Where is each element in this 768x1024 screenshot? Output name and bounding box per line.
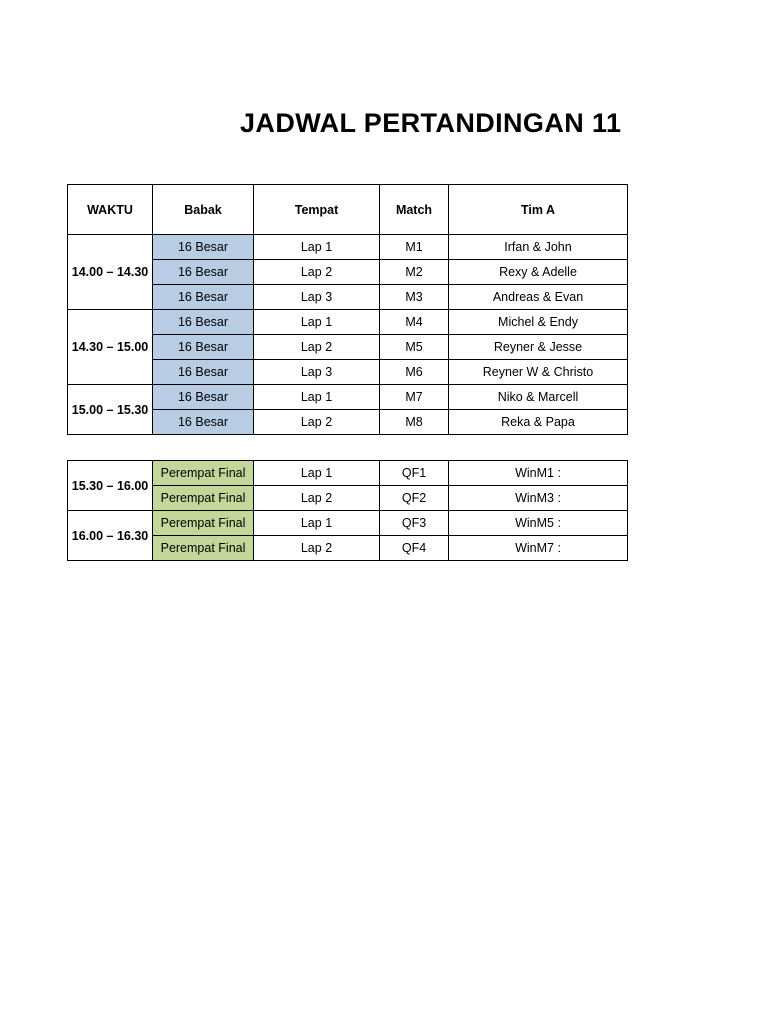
header-tim-a: Tim A	[449, 185, 628, 235]
tempat-cell: Lap 2	[254, 260, 380, 285]
match-cell: QF2	[380, 486, 449, 511]
tempat-cell: Lap 1	[254, 461, 380, 486]
tempat-cell: Lap 1	[254, 310, 380, 335]
team-cell: WinM3 :	[449, 486, 628, 511]
match-cell: M8	[380, 410, 449, 435]
match-cell: QF1	[380, 461, 449, 486]
table-row	[68, 385, 628, 410]
tempat-cell: Lap 1	[254, 385, 380, 410]
babak-cell: Perempat Final	[153, 486, 254, 511]
babak-cell: 16 Besar	[153, 310, 254, 335]
team-cell: Reka & Papa	[449, 410, 628, 435]
babak-cell: 16 Besar	[153, 410, 254, 435]
match-cell: M7	[380, 385, 449, 410]
tempat-cell: Lap 2	[254, 410, 380, 435]
team-cell: Andreas & Evan	[449, 285, 628, 310]
babak-cell: Perempat Final	[153, 461, 254, 486]
tempat-cell: Lap 2	[254, 536, 380, 561]
babak-cell: Perempat Final	[153, 536, 254, 561]
header-babak: Babak	[153, 185, 254, 235]
tempat-cell: Lap 2	[254, 486, 380, 511]
babak-cell: 16 Besar	[153, 385, 254, 410]
page-title: JADWAL PERTANDINGAN 11	[240, 108, 622, 138]
match-cell: QF3	[380, 511, 449, 536]
team-cell: WinM1 :	[449, 461, 628, 486]
babak-cell: Perempat Final	[153, 511, 254, 536]
tempat-cell: Lap 1	[254, 235, 380, 260]
team-cell: Reyner & Jesse	[449, 335, 628, 360]
table-row	[68, 310, 628, 335]
match-cell: M2	[380, 260, 449, 285]
time-slot: 15.00 – 15.30	[68, 385, 153, 435]
team-cell: WinM7 :	[449, 536, 628, 561]
babak-cell: 16 Besar	[153, 285, 254, 310]
match-cell: M6	[380, 360, 449, 385]
header-match: Match	[380, 185, 449, 235]
schedule-table-16-besar	[67, 184, 628, 435]
match-cell: M1	[380, 235, 449, 260]
team-cell: Reyner W & Christo	[449, 360, 628, 385]
babak-cell: 16 Besar	[153, 360, 254, 385]
team-cell: WinM5 :	[449, 511, 628, 536]
match-cell: M4	[380, 310, 449, 335]
time-slot: 14.00 – 14.30	[68, 235, 153, 310]
match-cell: QF4	[380, 536, 449, 561]
header-waktu: WAKTU	[68, 185, 153, 235]
time-slot: 16.00 – 16.30	[68, 511, 153, 561]
tempat-cell: Lap 1	[254, 511, 380, 536]
team-cell: Rexy & Adelle	[449, 260, 628, 285]
time-slot: 14.30 – 15.00	[68, 310, 153, 385]
team-cell: Michel & Endy	[449, 310, 628, 335]
babak-cell: 16 Besar	[153, 260, 254, 285]
babak-cell: 16 Besar	[153, 335, 254, 360]
babak-cell: 16 Besar	[153, 235, 254, 260]
header-tempat: Tempat	[254, 185, 380, 235]
match-cell: M5	[380, 335, 449, 360]
team-cell: Irfan & John	[449, 235, 628, 260]
tempat-cell: Lap 2	[254, 335, 380, 360]
tempat-cell: Lap 3	[254, 360, 380, 385]
table-row	[68, 235, 628, 260]
table-header-row	[68, 185, 628, 235]
table-row	[68, 461, 628, 486]
match-cell: M3	[380, 285, 449, 310]
table-row	[68, 511, 628, 536]
time-slot: 15.30 – 16.00	[68, 461, 153, 511]
schedule-table-perempat-final	[67, 460, 628, 561]
team-cell: Niko & Marcell	[449, 385, 628, 410]
tempat-cell: Lap 3	[254, 285, 380, 310]
